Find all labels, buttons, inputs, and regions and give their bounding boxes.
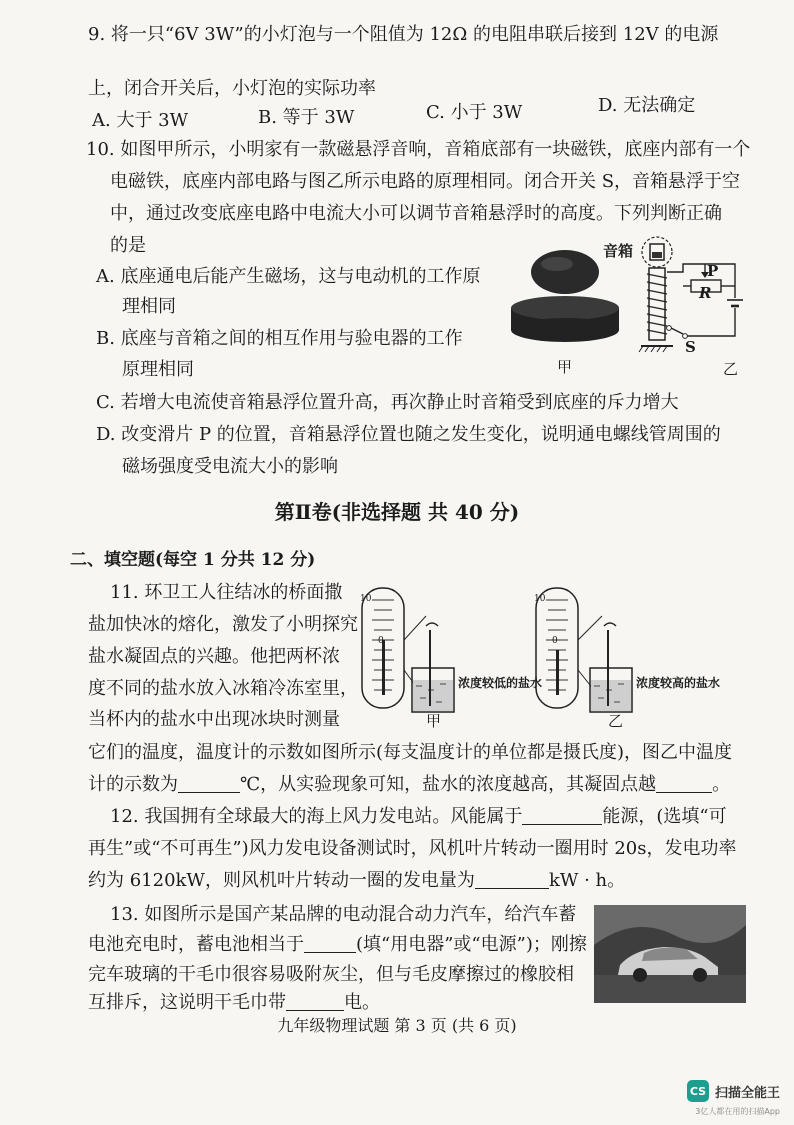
thermo-yi-tick-10: 10 (534, 594, 546, 604)
q9-option-b: B. 等于 3W (258, 107, 355, 128)
page-footer: 九年级物理试题 第 3 页 (共 6 页) (277, 1016, 517, 1035)
figure-jia-caption: 甲 (557, 358, 573, 376)
q10-line-1: 10. 如图甲所示，小明家有一款磁悬浮音响，音箱底部有一块磁铁，底座内部有一个 (86, 139, 751, 160)
q10-option-b-2: 原理相同 (122, 359, 194, 380)
q12-line-1-text-b: 能源，(选填“可 (602, 806, 727, 827)
thermo-jia-tick-0: 0 (378, 636, 384, 646)
thermo-jia-caption: 甲 (426, 712, 442, 730)
q11-line-5: 当杯内的盐水中出现冰块时测量 (88, 709, 340, 730)
q10-option-a-2: 理相同 (122, 296, 176, 317)
camscanner-name: 扫描全能王 (714, 1085, 780, 1101)
q11-line-4: 度不同的盐水放入冰箱冷冻室里， (88, 678, 358, 699)
q12-line-1-text-a: 12. 我国拥有全球最大的海上风力发电站。风能属于 (110, 806, 523, 827)
q11-line-3: 盐水凝固点的兴趣。他把两杯浓 (88, 646, 340, 667)
q11-line-2: 盐加快冰的熔化，激发了小明探究 (88, 614, 358, 635)
camscanner-tagline: 3亿人都在用的扫描App (695, 1107, 780, 1116)
q12-blank-energy-type[interactable] (522, 804, 602, 825)
thermometer-illustration (356, 580, 766, 730)
q11-line-6: 它们的温度，温度计的示数如图所示(每支温度计的单位都是摄氏度)，图乙中温度 (88, 742, 733, 763)
q12-line-3 (88, 868, 625, 894)
q9-option-a: A. 大于 3W (92, 110, 189, 131)
figure-thermometers (356, 580, 766, 730)
q10-option-d-2: 磁场强度受电流大小的影响 (122, 456, 338, 477)
figure-circuit (595, 228, 755, 378)
low-concentration-label: 浓度较低的盐水 (458, 676, 543, 690)
q13-blank-charge-type[interactable] (286, 990, 344, 1011)
q13-line-3: 完车玻璃的干毛巾很容易吸附灰尘，但与毛皮摩擦过的橡胶相 (88, 964, 574, 985)
q13-line-2-text-a: 电池充电时，蓄电池相当于 (88, 934, 304, 955)
q10-option-a-1: A. 底座通电后能产生磁场，这与电动机的工作原 (96, 266, 481, 287)
q12-line-3-text-a: 约为 6120kW，则风机叶片转动一圈的发电量为 (88, 870, 475, 891)
q13-line-1: 13. 如图所示是国产某品牌的电动混合动力汽车，给汽车蓄 (110, 904, 577, 925)
q12-line-2: 再生”或“不可再生”)风力发电设备测试时，风机叶片转动一圈用时 20s，发电功率 (88, 838, 737, 859)
slider-p-label: P (707, 262, 719, 280)
q9-line-2: 上，闭合开关后，小灯泡的实际功率 (88, 78, 376, 99)
thermo-yi-tick-0: 0 (552, 636, 558, 646)
q13-line-4-text-a: 互排斥，这说明干毛巾带 (88, 992, 286, 1013)
q9-line-1: 9. 将一只“6V 3W”的小灯泡与一个阻值为 12Ω 的电阻串联后接到 12V 的电源 (88, 24, 719, 45)
figure-yi-caption: 乙 (723, 360, 739, 378)
q11-line-7-text-c: 。 (712, 774, 731, 795)
speaker-label: 音箱 (603, 242, 634, 260)
q12-blank-energy-output[interactable] (475, 868, 549, 889)
hybrid-car-photo (594, 905, 746, 1003)
resistor-r-label: R (699, 284, 712, 302)
q10-option-b-1: B. 底座与音箱之间的相互作用与验电器的工作 (96, 328, 463, 349)
section-fill-in-title: 二、填空题(每空 1 分共 12 分) (70, 550, 316, 570)
q10-line-2: 电磁铁，底座内部电路与图乙所示电路的原理相同。闭合开关 S，音箱悬浮于空 (110, 171, 741, 192)
q11-blank-freezing-point[interactable] (656, 772, 712, 793)
thermo-jia-tick-10: 10 (360, 594, 372, 604)
q10-option-c: C. 若增大电流使音箱悬浮位置升高，再次静止时音箱受到底座的斥力增大 (96, 392, 679, 413)
scanner-watermark (687, 1080, 780, 1116)
q10-line-3: 中，通过改变底座电路中电流大小可以调节音箱悬浮时的高度。下列判断正确 (110, 203, 722, 224)
q11-line-7-text-b: ℃，从实验现象可知，盐水的浓度越高，其凝固点越 (240, 774, 657, 795)
high-concentration-label: 浓度较高的盐水 (636, 676, 721, 690)
q13-blank-battery-role[interactable] (304, 932, 356, 953)
thermo-yi-caption: 乙 (608, 712, 624, 730)
q11-line-1: 11. 环卫工人往结冰的桥面撒 (110, 582, 343, 603)
q9-option-c: C. 小于 3W (426, 102, 523, 123)
q13-line-4-text-b: 电。 (344, 992, 380, 1013)
switch-s-label: S (685, 338, 696, 356)
q13-line-2-text-b: (填“用电器”或“电源”)；刚擦 (356, 934, 587, 955)
car-photo-illustration (594, 905, 746, 1003)
q10-line-4: 的是 (110, 235, 146, 256)
part2-title: 第Ⅱ卷(非选择题 共 40 分) (274, 500, 520, 524)
q12-line-3-text-b: kW · h。 (548, 870, 626, 891)
q11-line-7 (88, 772, 730, 798)
q12-line-1 (110, 804, 727, 830)
q11-blank-temperature[interactable] (178, 772, 240, 793)
q9-option-d: D. 无法确定 (598, 95, 696, 116)
camscanner-logo-icon: CS (687, 1080, 709, 1102)
q11-line-7-text-a: 计的示数为 (88, 774, 178, 795)
q10-option-d-1: D. 改变滑片 P 的位置，音箱悬浮位置也随之发生变化，说明通电螺线管周围的 (96, 424, 721, 445)
q13-line-2 (88, 932, 587, 958)
